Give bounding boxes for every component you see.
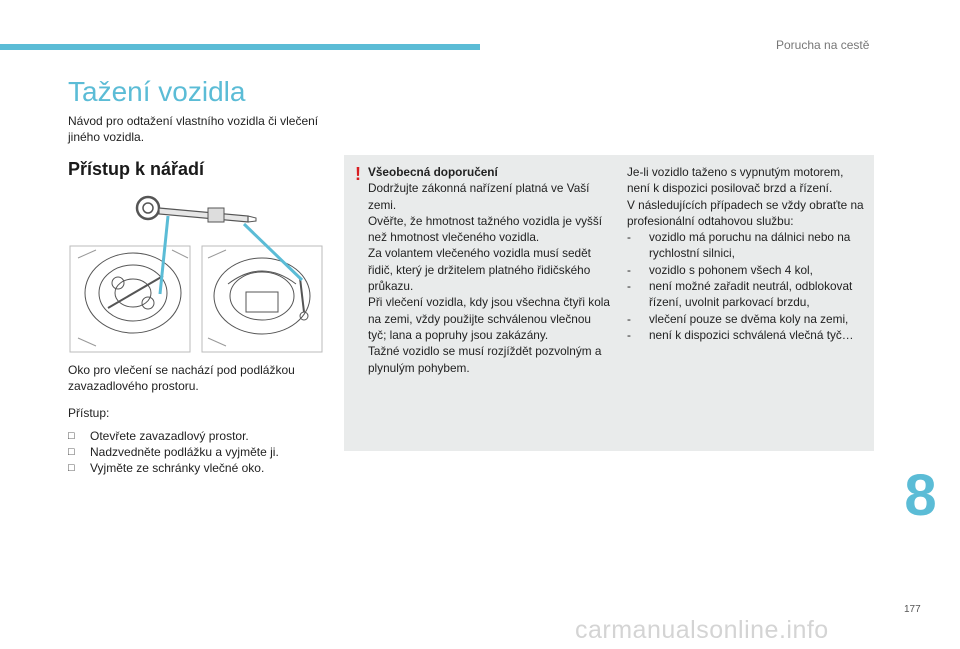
- engine-off-note: Je-li vozidlo taženo s vypnutým motorem, není k dispozici posilovač brzd a řízení.: [627, 165, 844, 196]
- chapter-number: 8: [881, 442, 960, 548]
- list-item: - vozidlo má poruchu na dálnici nebo na rychlostní silnici,: [627, 230, 851, 261]
- page-number: 177: [904, 604, 921, 615]
- advice-paragraph: Za volantem vlečeného vozidla musí sedět řidič, který je držitelem platného řidičského průkazu.: [368, 246, 591, 294]
- list-item: □ Otevřete zavazadlový prostor.: [68, 429, 249, 443]
- list-item: - vlečení pouze se dvěma koly na zemi,: [627, 311, 849, 326]
- section-label: Porucha na cestě: [776, 38, 870, 52]
- list-item: - není k dispozici schválená vlečná tyč…: [627, 327, 854, 342]
- checkbox-bullet-icon: □: [68, 446, 75, 458]
- towing-eye-icon: [137, 197, 256, 222]
- professional-service-lead: V následujících případech se vždy obraťte na profesionální odtahovou službu:: [627, 197, 864, 228]
- advice-paragraph: Dodržujte zákonná nařízení platná ve Vaší zemi.: [368, 181, 590, 212]
- watermark: carmanualsonline.info: [575, 616, 829, 644]
- advice-paragraph: Při vlečení vozidla, kdy jsou všechna čtyři kola na zemi, vždy použijte schválenou vlečnou tyč; lana a popruhy jsou zakázány.: [368, 295, 610, 342]
- trunk-left-view: [70, 246, 190, 352]
- advice-heading: Všeobecná doporučení: [368, 165, 498, 179]
- professional-cases-list: [627, 229, 869, 343]
- trunk-right-view: [202, 246, 322, 352]
- page-title: Tažení vozidla: [68, 76, 246, 107]
- checkbox-bullet-icon: □: [68, 462, 75, 474]
- checkbox-bullet-icon: □: [68, 430, 75, 442]
- list-item: □ Vyjměte ze schránky vlečné oko.: [68, 461, 265, 475]
- access-steps: [68, 428, 328, 476]
- access-label: Přístup:: [68, 406, 110, 420]
- towing-eye-location: Oko pro vlečení se nachází pod podlážkou zavazadlového prostoru.: [68, 363, 295, 393]
- towing-eye-illustration: [68, 188, 324, 354]
- list-item: - není možné zařadit neutrál, odblokovat řízení, uvolnit parkovací brzdu,: [627, 279, 853, 310]
- tools-heading: Přístup k nářadí: [68, 159, 205, 179]
- advice-paragraph: Ověřte, že hmotnost tažného vozidla je vyšší než hmotnost vlečeného vozidla.: [368, 213, 603, 245]
- advice-paragraph: Tažné vozidlo se musí rozjíždět pozvolným a plynulým pohybem.: [368, 344, 602, 375]
- advice-column-1: [368, 164, 610, 376]
- list-item: - vozidlo s pohonem všech 4 kol,: [627, 262, 813, 277]
- list-item: □ Nadzvedněte podlážku a vyjměte ji.: [68, 445, 279, 459]
- advice-column-2: [627, 164, 869, 343]
- intro-text: Návod pro odtažení vlastního vozidla či vlečení jiného vozidla.: [68, 114, 319, 144]
- warning-icon: !: [355, 164, 361, 184]
- header-accent-bar: [0, 44, 480, 50]
